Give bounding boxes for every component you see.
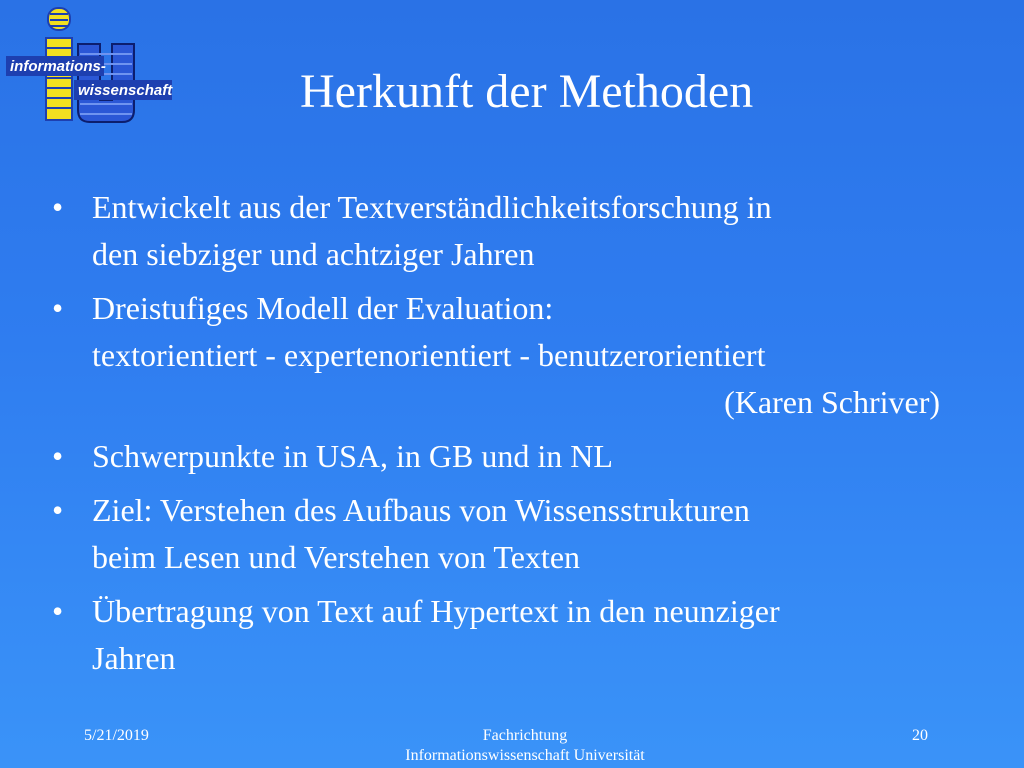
bullet-icon: • [52, 438, 64, 474]
footer-date: 5/21/2019 [84, 727, 149, 744]
bullet-item [52, 285, 972, 426]
bullet-text: Übertragung von Text auf Hypertext in den neunziger [92, 593, 780, 629]
footer-institution-line: Fachrichtung [482, 727, 568, 744]
bullet-icon: • [52, 492, 64, 528]
bullet-item [52, 184, 972, 278]
bullet-item [52, 433, 972, 480]
bullet-text: beim Lesen und Verstehen von Texten [92, 539, 581, 575]
bullet-item [52, 588, 972, 682]
bullet-attribution: (Karen Schriver) [724, 384, 940, 420]
footer-institution [310, 726, 740, 766]
slide-title: Herkunft der Methoden [300, 65, 754, 118]
institute-logo [4, 4, 174, 130]
bullet-icon: • [52, 290, 64, 326]
logo-text-2: wissenschaft [78, 82, 173, 99]
bullet-text: den siebziger und achtziger Jahren [92, 236, 535, 272]
bullet-icon: • [52, 593, 64, 629]
bullet-text: textorientiert - expertenorientiert - benutzerorientiert [92, 337, 766, 373]
bullet-item [52, 487, 972, 581]
bullet-text: Entwickelt aus der Textverständlichkeitsforschung in [92, 189, 772, 225]
bullet-list [52, 184, 972, 689]
footer-institution-line: Informationswissenschaft Universität [405, 747, 645, 764]
page-number: 20 [912, 727, 928, 744]
bullet-text: Dreistufiges Modell der Evaluation: [92, 290, 554, 326]
bullet-text: Jahren [92, 640, 176, 676]
bullet-text: Schwerpunkte in USA, in GB und in NL [92, 438, 613, 474]
logo-text-1: informations- [10, 58, 106, 75]
bullet-icon: • [52, 189, 64, 225]
bullet-text: Ziel: Verstehen des Aufbaus von Wissensstrukturen [92, 492, 750, 528]
